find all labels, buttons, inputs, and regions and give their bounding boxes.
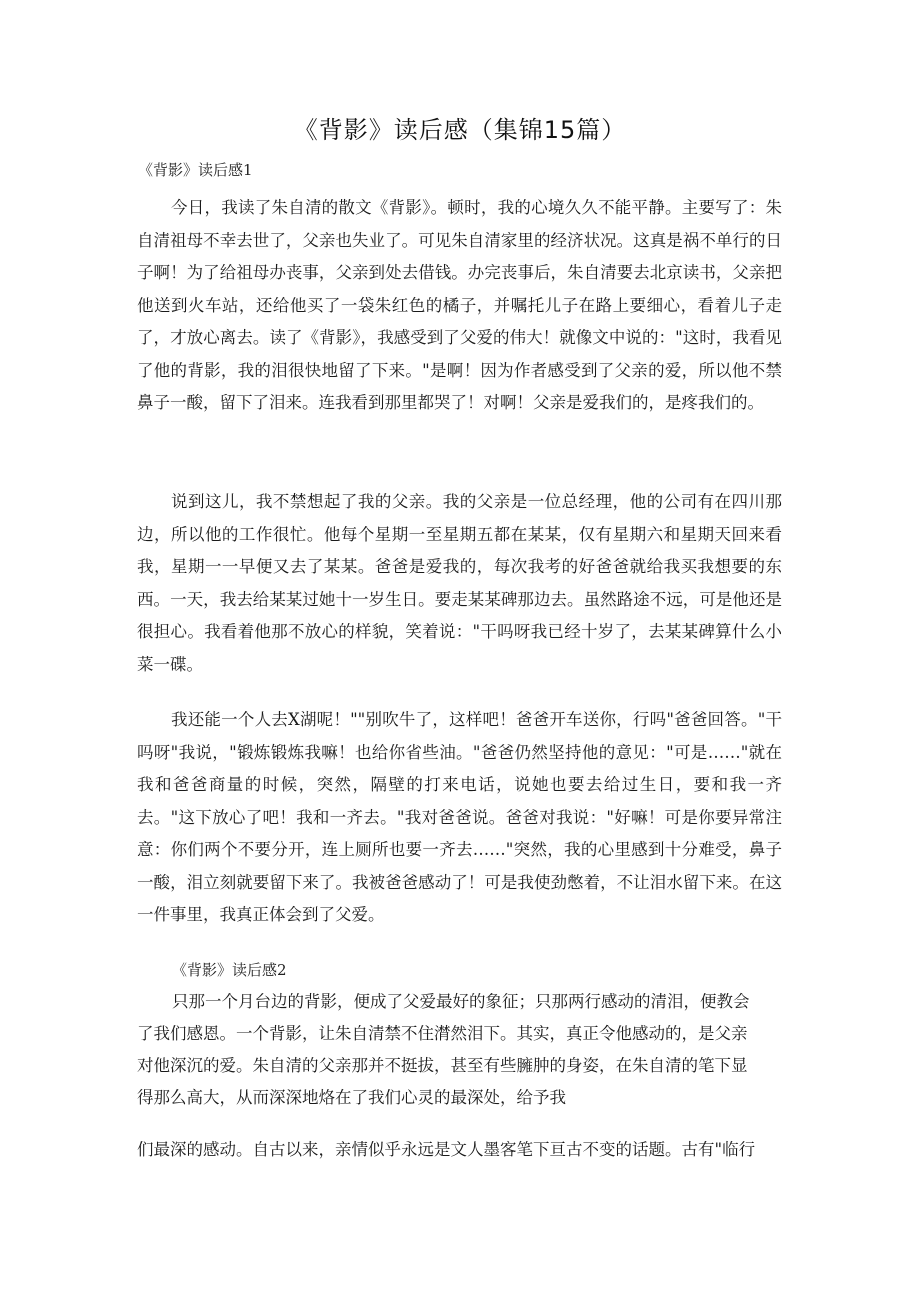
essay-1-paragraph-2: 说到这儿，我不禁想起了我的父亲。我的父亲是一位总经理，他的公司有在四川那边，所以他的工作很忙。他每个星期一至星期五都在某某，仅有星期六和星期天回来看我，星期一一早便又去了某某。爸爸是爱我的，每次我考的好爸爸就给我买我想要的东西。一天，我去给某某过她十一岁生日。要走某某碑那边去。虽然路途不远，可是他还是很担心。我看着他那不放心的样貌，笑着说："干吗呀我已经十岁了，去某某碑算什么小菜一碟。 [137, 492, 782, 674]
document-title: 《背影》读后感（集锦15篇） [293, 116, 627, 144]
essay-1-paragraph-3: 我还能一个人去X湖呢！""别吹牛了，这样吧！爸爸开车送你，行吗"爸爸回答。"干吗呀"我说，"锻炼锻炼我嘛！也给你省些油。"爸爸仍然坚持他的意见："可是……"就在我和爸爸商量的时候，突然，隔壁的打来电话，说她也要去给过生日，要和我一齐去。"这下放心了吧！我和一齐去。"我对爸爸说。爸爸对我说："好嘛！可是你要异常注意：你们两个不要分开，连上厕所也要一齐去……"突然，我的心里感到十分难受，鼻子一酸，泪立刻就要留下来了。我被爸爸感动了！可是我使劲憋着，不让泪水留下来。在这一件事里，我真正体会到了父爱。 [137, 710, 782, 924]
essay-2-heading: 《背影》读后感2 [172, 961, 287, 979]
essay-1-heading: 《背影》读后感1 [138, 161, 253, 179]
essay-2-line-3: 对他深沉的爱。朱自清的父亲那并不挺拔，甚至有些臃肿的身姿，在朱自清的笔下显 [137, 1056, 748, 1075]
essay-2-line-4: 得那么高大，从而深深地烙在了我们心灵的最深处，给予我 [137, 1088, 566, 1107]
essay-1-paragraph-1: 今日，我读了朱自清的散文《背影》。顿时，我的心境久久不能平静。主要写了：朱自清祖母不幸去世了，父亲也失业了。可见朱自清家里的经济状况。这真是祸不单行的日子啊！为了给祖母办丧事，父亲到处去借钱。办完丧事后，朱自清要去北京读书，父亲把他送到火车站，还给他买了一袋朱红色的橘子，并嘱托儿子在路上要细心，看着儿子走了，才放心离去。读了《背影》，我感受到了父爱的伟大！就像文中说的："这时，我看见了他的背影，我的泪很快地留了下来。"是啊！因为作者感受到了父亲的爱，所以他不禁鼻子一酸，留下了泪来。连我看到那里都哭了！对啊！父亲是爱我们的，是疼我们的。 [137, 198, 782, 412]
essay-2-line-1: 只那一个月台边的背影，便成了父爱最好的象征；只那两行感动的清泪，便教会 [172, 992, 750, 1011]
essay-2-line-2: 了我们感恩。一个背影，让朱自清禁不住潸然泪下。其实，真正令他感动的，是父亲 [137, 1024, 748, 1043]
essay-2-line-5: 们最深的感动。自古以来，亲情似乎永远是文人墨客笔下亘古不变的话题。古有"临行 [137, 1140, 756, 1159]
